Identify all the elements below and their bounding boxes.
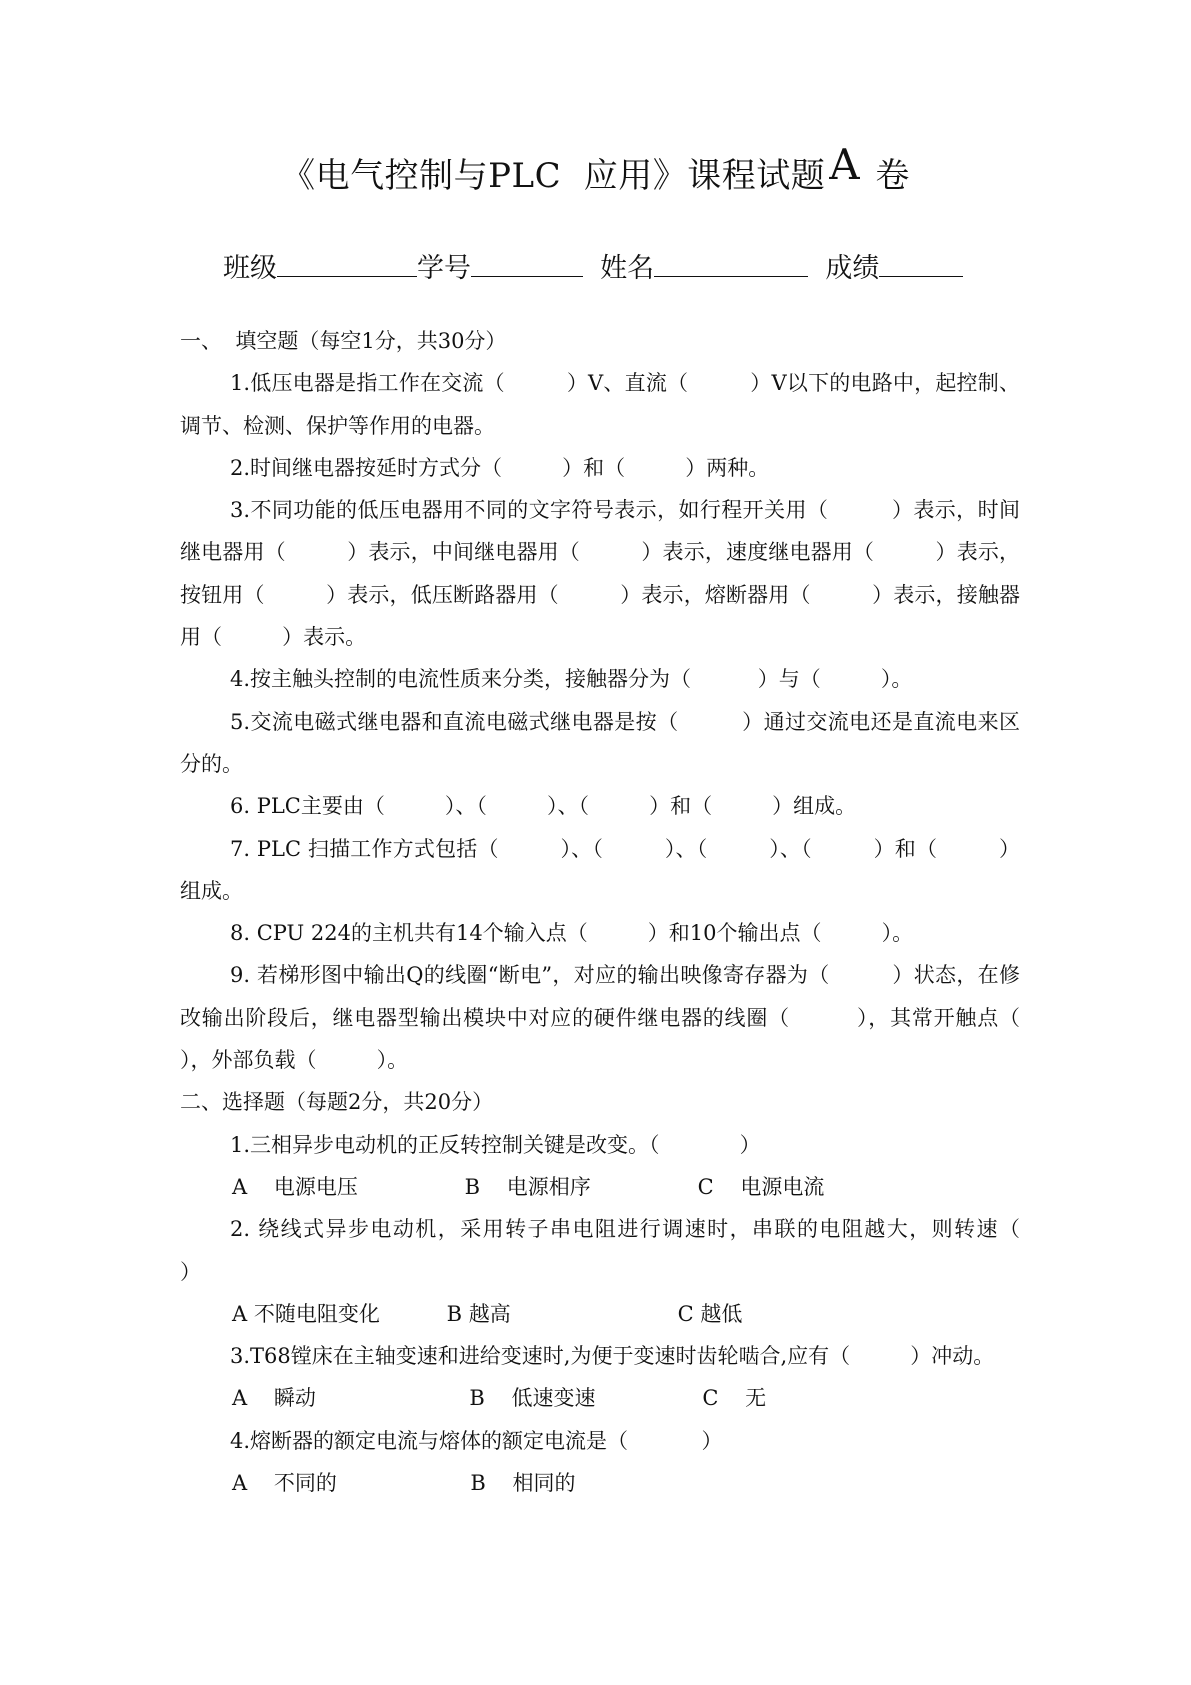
question-1-3: 3.不同功能的低压电器用不同的文字符号表示，如行程开关用（ ）表示，时间继电器用（ ）表示，中间继电器用（ ）表示，速度继电器用（ ）表示，按钮用（ ）表示，低压断路器用（ ）表示，熔断器用（ ）表示，接触器用（ ）表示。 [180,498,1020,650]
question-2-4-options: A 不同的 B 相同的 [232,1471,576,1496]
question-1-9: 9. 若梯形图中输出Q的线圈“断电”，对应的输出映像寄存器为（ ）状态，在修改输出阶段后，继电器型输出模块中对应的硬件继电器的线圈（ ），其常开触点（ ），外部负载（ ）。 [180,963,1074,1073]
exam-title [0,140,1191,197]
question-2-2: 2. 绕线式异步电动机，采用转子串电阻进行调速时，串联的电阻越大，则转速（ ） [180,1217,1101,1284]
section-heading-choice: 二、选择题（每题2分，共20分） [180,1090,494,1115]
question-1-1: 1.低压电器是指工作在交流（ ）V、直流（ ）V以下的电路中，起控制、调节、检测、保护等作用的电器。 [180,371,1020,438]
question-2-2-options: A 不随电阻变化 B 越高 C 越低 [232,1301,743,1326]
score-label: 成绩 [825,253,880,284]
name-label: 姓名 [600,253,655,284]
question-2-3-options: A 瞬动 B 低速变速 C 无 [232,1386,767,1411]
question-1-7: 7. PLC 扫描工作方式包括（ ）、（ ）、（ ）、（ ）和（ ）组成。 [180,836,1020,903]
question-1-4: 4.按主触头控制的电流性质来分类，接触器分为（ ）与（ ）。 [230,667,913,692]
score-blank[interactable] [879,250,963,277]
question-2-1: 1.三相异步电动机的正反转控制关键是改变。（ ） [230,1132,761,1157]
title-prefix: 《电气控制与PLC 应用》课程试题 [281,156,826,196]
exam-questions [180,320,1101,1504]
class-blank[interactable] [277,250,417,277]
question-1-6: 6. PLC主要由（ ）、（ ）、（ ）和（ ）组成。 [230,794,857,819]
name-blank[interactable] [654,250,808,277]
question-1-5: 5.交流电磁式继电器和直流电磁式继电器是按（ ）通过交流电还是直流电来区分的。 [180,709,1020,776]
question-1-2: 2.时间继电器按延时方式分（ ）和（ ）两种。 [230,455,770,480]
title-letter: A [829,140,861,189]
title-suffix: 卷 [875,156,910,196]
question-1-8: 8. CPU 224的主机共有14个输入点（ ）和10个输出点（ ）。 [230,921,914,946]
class-label: 班级 [223,253,277,284]
question-2-1-options: A 电源电压 B 电源相序 C 电源电流 [232,1174,825,1199]
question-2-4: 4.熔断器的额定电流与熔体的额定电流是（ ） [230,1428,723,1453]
student-id-blank[interactable] [471,250,583,277]
student-info-row [223,246,963,285]
student-id-label: 学号 [417,253,471,284]
question-2-3: 3.T68镗床在主轴变速和进给变速时,为便于变速时齿轮啮合,应有（ ）冲动。 [230,1344,995,1369]
section-heading-fill-in: 一、 填空题（每空1分，共30分） [180,329,507,353]
